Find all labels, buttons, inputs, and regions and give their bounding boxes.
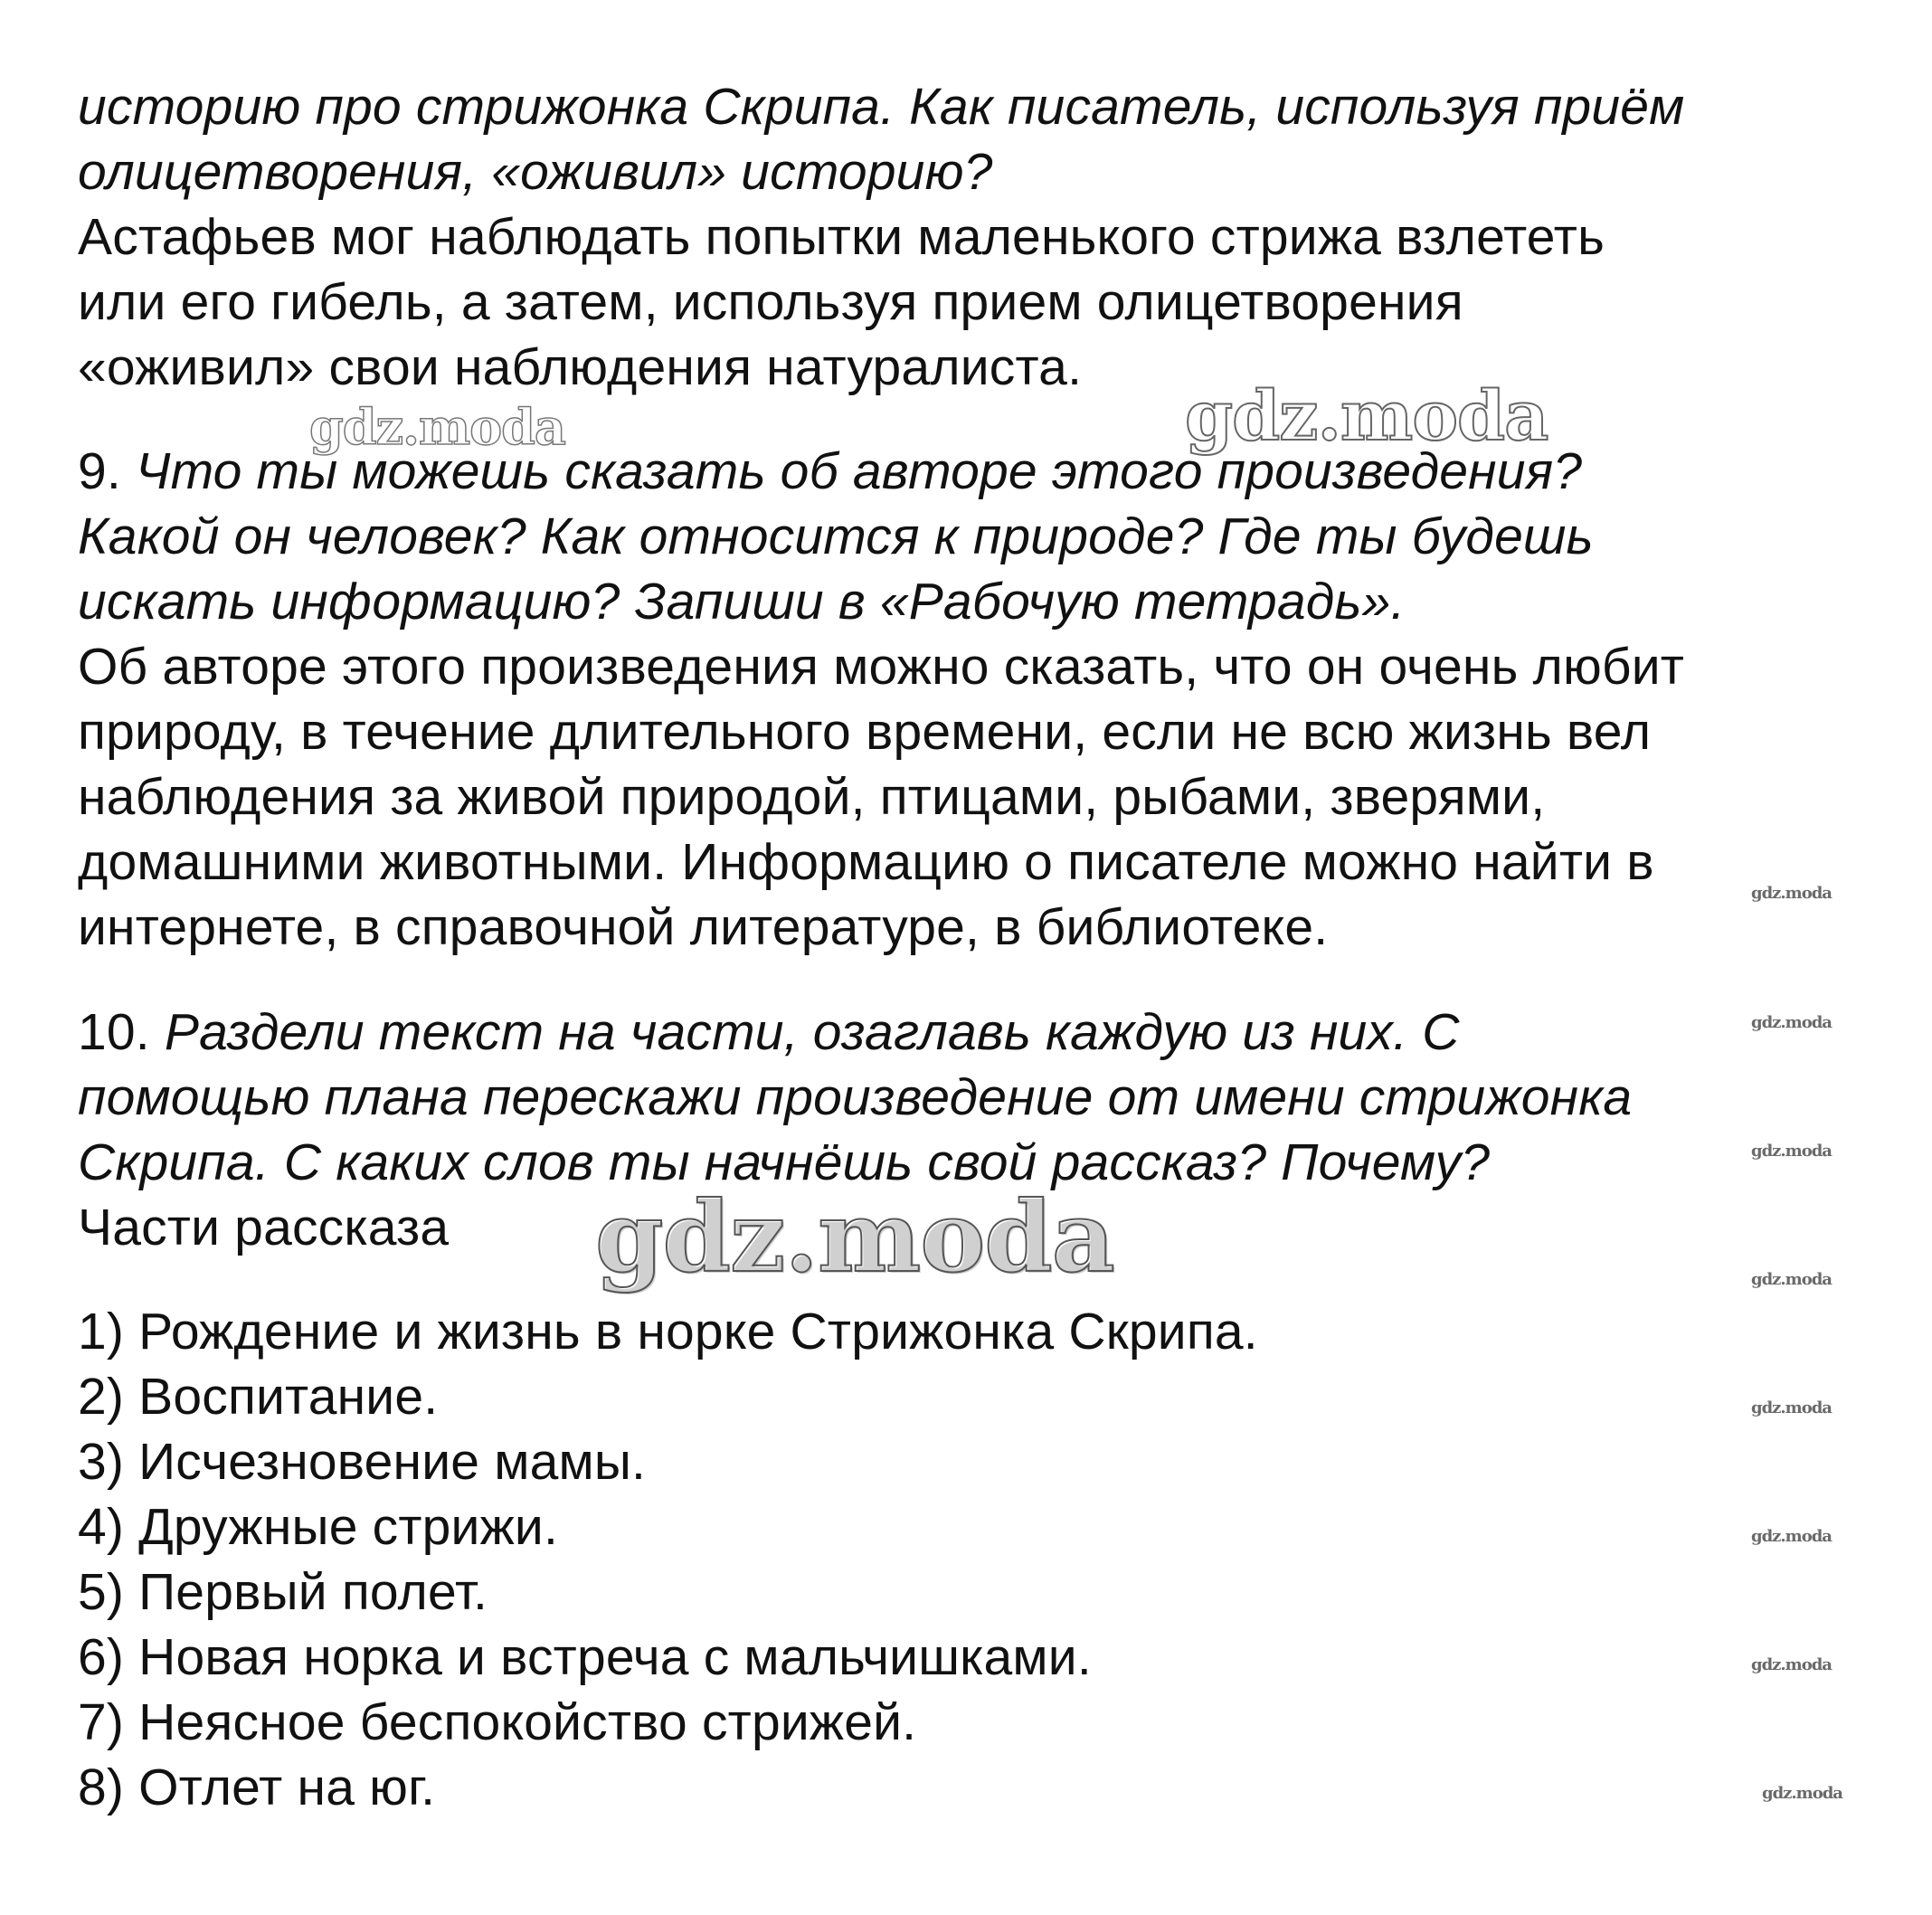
task9-answer-line-5: интернете, в справочной литературе, в библиотеке. (78, 898, 1329, 956)
task9-question-text: Что ты можешь сказать об авторе этого произведения? (135, 442, 1583, 500)
watermark: gdz.moda (1185, 375, 1548, 456)
watermark: gdz.moda (1751, 1142, 1832, 1161)
task9-answer-line-4: домашними животными. Информацию о писателе можно найти в (78, 833, 1654, 891)
task9-question-line-3: искать информацию? Запиши в «Рабочую тетрадь». (78, 573, 1406, 630)
list-item: 4) Дружные стрижи. (78, 1498, 558, 1556)
watermark: gdz.moda (1751, 1270, 1832, 1289)
task10-question-text: Раздели текст на части, озаглавь каждую из них. С (164, 1003, 1460, 1061)
watermark: gdz.moda (1751, 1013, 1832, 1032)
list-item: 5) Первый полет. (78, 1563, 488, 1621)
list-item: 2) Воспитание. (78, 1368, 439, 1426)
list-item: 8) Отлет на юг. (78, 1759, 436, 1816)
watermark: gdz.moda (1751, 884, 1832, 903)
intro-question-line-2: олицетворения, «оживил» историю? (78, 143, 993, 201)
task10-question-line-2: помощью плана перескажи произведение от имени стрижонка (78, 1068, 1633, 1126)
list-item: 1) Рождение и жизнь в норке Стрижонка Скрипа. (78, 1303, 1258, 1360)
watermark: gdz.moda (1751, 1527, 1832, 1546)
watermark: gdz.moda (309, 398, 565, 456)
parts-heading: Части рассказа (78, 1199, 450, 1256)
watermark: gdz.moda (1751, 1655, 1832, 1674)
task10-question-line-1 (78, 1000, 1460, 1065)
list-item: 7) Неясное беспокойство стрижей. (78, 1693, 917, 1751)
intro-answer-line-2: или его гибель, а затем, используя прием олицетворения (78, 273, 1463, 331)
task9-answer-line-2: природу, в течение длительного времени, если не всю жизнь вел (78, 703, 1652, 761)
task10-question-line-3: Скрипа. С каких слов ты начнёшь свой рассказ? Почему? (78, 1133, 1491, 1191)
watermark: gdz.moda (595, 1180, 1114, 1294)
watermark: gdz.moda (1751, 1398, 1832, 1417)
task9-answer-line-3: наблюдения за живой природой, птицами, рыбами, зверями, (78, 768, 1546, 826)
task9-question-line-2: Какой он человек? Как относится к природе? Где ты будешь (78, 507, 1594, 565)
intro-answer-line-3: «оживил» свои наблюдения натуралиста. (78, 338, 1083, 396)
task9-number: 9. (78, 442, 121, 500)
watermark: gdz.moda (1762, 1784, 1842, 1803)
task9-answer-line-1: Об авторе этого произведения можно сказать, что он очень любит (78, 638, 1685, 696)
list-item: 3) Исчезновение мамы. (78, 1433, 647, 1491)
list-item: 6) Новая норка и встреча с мальчишками. (78, 1628, 1092, 1686)
intro-answer-line-1: Астафьев мог наблюдать попытки маленького стрижа взлететь (78, 208, 1605, 266)
intro-question-line-1: историю про стрижонка Скрипа. Как писатель, используя приём (78, 78, 1685, 136)
task10-number: 10. (78, 1003, 150, 1061)
